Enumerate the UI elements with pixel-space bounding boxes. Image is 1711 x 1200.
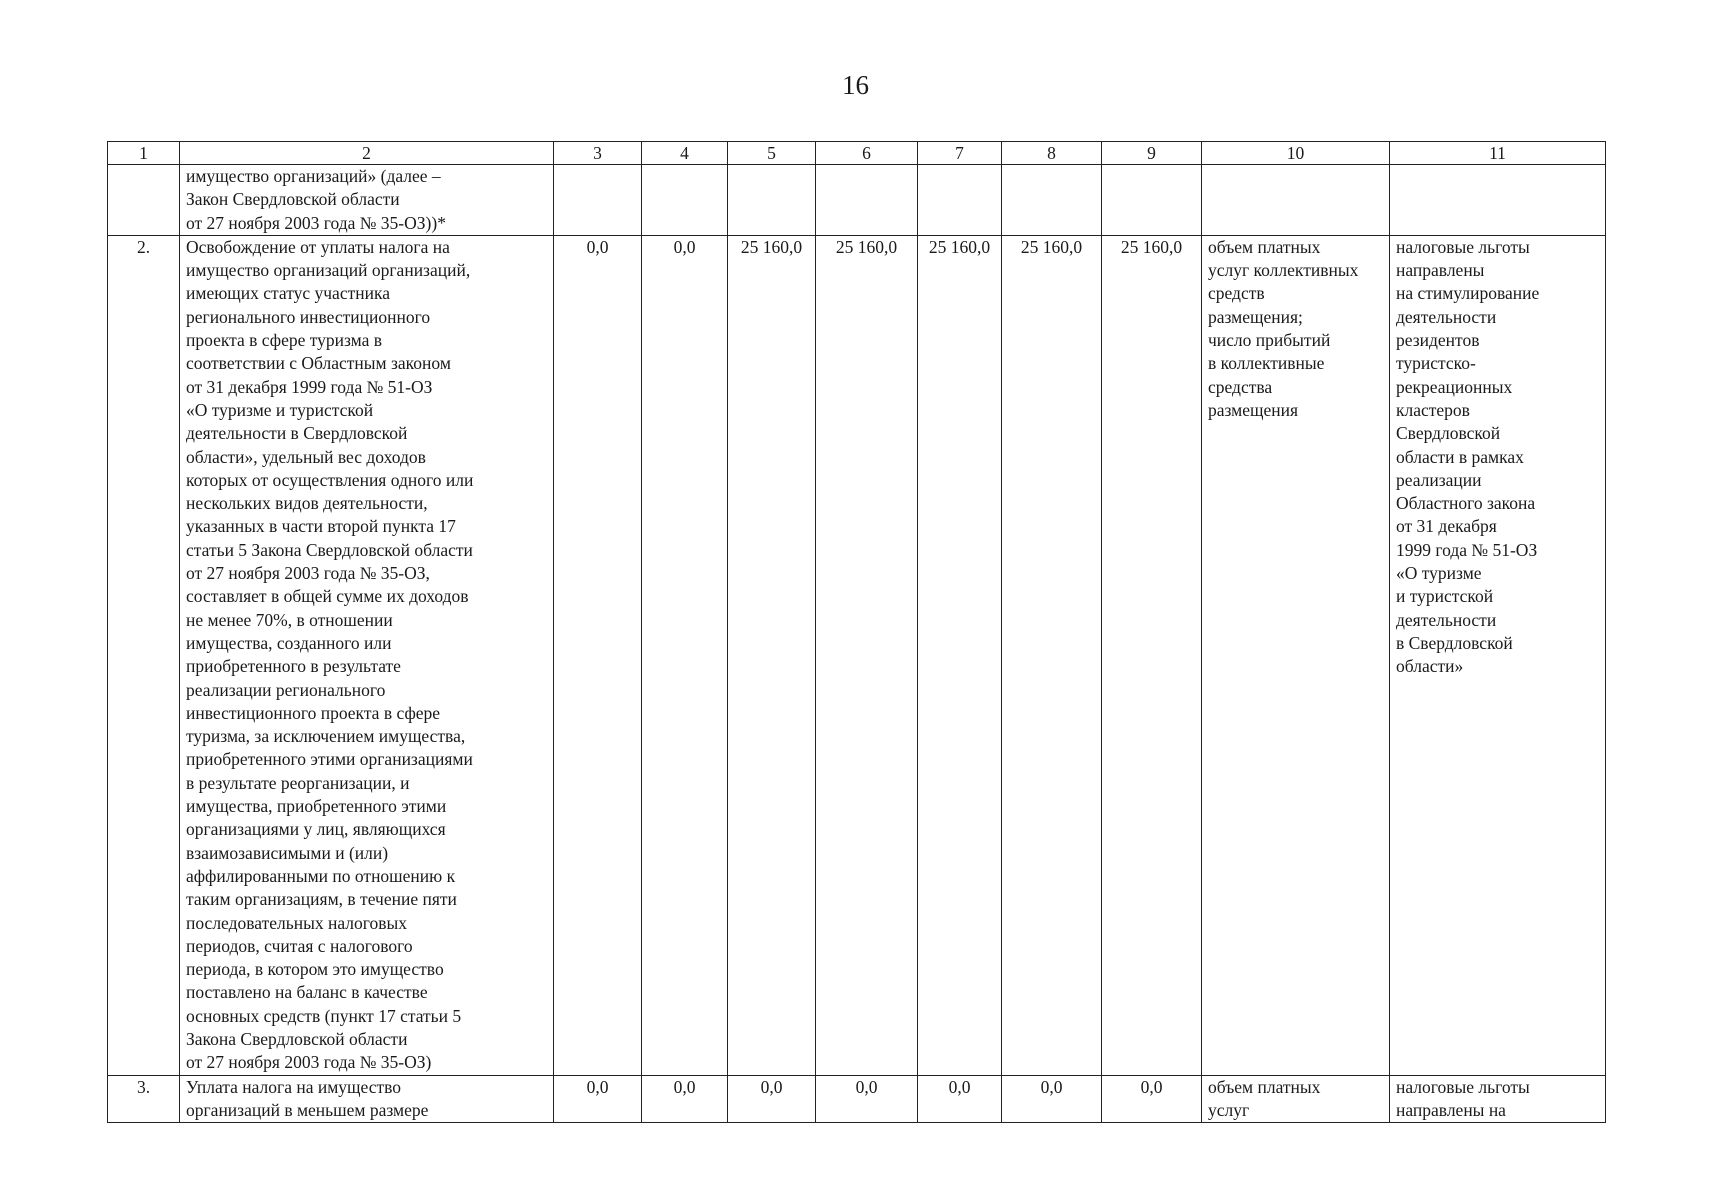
tax-benefits-table bbox=[107, 141, 1606, 1123]
purpose-line: и туристской bbox=[1396, 586, 1494, 607]
purpose-line: Областного закона bbox=[1396, 493, 1536, 514]
column-header: 10 bbox=[1202, 142, 1390, 165]
indicator-line: услуг bbox=[1208, 1099, 1250, 1120]
description-cell bbox=[180, 1075, 554, 1123]
column-header: 8 bbox=[1002, 142, 1102, 165]
column-header: 7 bbox=[918, 142, 1002, 165]
description-line: от 27 ноября 2003 года № 35-ОЗ) bbox=[186, 1052, 432, 1073]
purpose-line: рекреационных bbox=[1396, 376, 1513, 397]
column-header: 11 bbox=[1390, 142, 1606, 165]
table-row-continuation bbox=[108, 165, 1606, 236]
description-line: основных средств (пункт 17 статьи 5 bbox=[186, 1005, 462, 1026]
description-line: имущества, созданного или bbox=[186, 632, 392, 653]
description-line: таким организациям, в течение пяти bbox=[186, 889, 457, 910]
description-line: организаций в меньшем размере bbox=[186, 1099, 429, 1120]
description-line: туризма, за исключением имущества, bbox=[186, 726, 466, 747]
indicator-line: объем платных bbox=[1208, 236, 1321, 257]
description-line: деятельности в Свердловской bbox=[186, 423, 408, 444]
indicator-line: размещения bbox=[1208, 399, 1299, 420]
purpose-line: направлены на bbox=[1396, 1099, 1506, 1120]
description-line: составляет в общей сумме их доходов bbox=[186, 586, 469, 607]
value-cell bbox=[816, 165, 918, 236]
column-header: 6 bbox=[816, 142, 918, 165]
purpose-line: в Свердловской bbox=[1396, 632, 1513, 653]
purpose-line: Свердловской bbox=[1396, 423, 1501, 444]
purpose-cell bbox=[1390, 235, 1606, 1075]
description-line: указанных в части второй пункта 17 bbox=[186, 516, 456, 537]
value-cell: 25 160,0 bbox=[816, 235, 918, 1075]
description-line: имущества, приобретенного этими bbox=[186, 796, 447, 817]
description-line: имущество организаций» (далее – bbox=[186, 166, 441, 186]
value-cell bbox=[1002, 165, 1102, 236]
column-header: 2 bbox=[180, 142, 554, 165]
description-line: соответствии с Областным законом bbox=[186, 353, 451, 374]
indicator-line: размещения; bbox=[1208, 306, 1303, 327]
row-number: 3. bbox=[108, 1075, 180, 1123]
value-cell bbox=[1102, 165, 1202, 236]
value-cell: 0,0 bbox=[1002, 1075, 1102, 1123]
description-line: взаимозависимыми и (или) bbox=[186, 842, 389, 863]
description-line: от 27 ноября 2003 года № 35-ОЗ))* bbox=[186, 212, 446, 233]
description-line: реализации регионального bbox=[186, 679, 386, 700]
column-header: 3 bbox=[554, 142, 642, 165]
indicator-line: число прибытий bbox=[1208, 330, 1331, 351]
value-cell: 25 160,0 bbox=[918, 235, 1002, 1075]
description-line: проекта в сфере туризма в bbox=[186, 330, 383, 351]
column-header: 5 bbox=[728, 142, 816, 165]
description-line: аффилированными по отношению к bbox=[186, 865, 456, 886]
description-line: «О туризме и туристской bbox=[186, 399, 374, 420]
indicator-line: средства bbox=[1208, 376, 1273, 397]
purpose-line: кластеров bbox=[1396, 399, 1470, 420]
description-line: периода, в котором это имущество bbox=[186, 959, 444, 980]
purpose-line: туристско- bbox=[1396, 353, 1476, 374]
description-line: которых от осуществления одного или bbox=[186, 469, 474, 490]
table-row bbox=[108, 235, 1606, 1075]
value-cell: 25 160,0 bbox=[1002, 235, 1102, 1075]
value-cell: 0,0 bbox=[642, 235, 728, 1075]
indicator-line: услуг коллективных bbox=[1208, 260, 1359, 281]
purpose-line: деятельности bbox=[1396, 609, 1497, 630]
description-line: Освобождение от уплаты налога на bbox=[186, 236, 450, 257]
description-line: Закона Свердловской области bbox=[186, 1028, 408, 1049]
description-line: статьи 5 Закона Свердловской области bbox=[186, 539, 473, 560]
purpose-cell bbox=[1390, 1075, 1606, 1123]
value-cell bbox=[642, 165, 728, 236]
column-header: 4 bbox=[642, 142, 728, 165]
indicator-line: средств bbox=[1208, 283, 1265, 304]
description-line: в результате реорганизации, и bbox=[186, 772, 410, 793]
purpose-line: на стимулирование bbox=[1396, 283, 1540, 304]
description-line: регионального инвестиционного bbox=[186, 306, 431, 327]
indicator-cell bbox=[1202, 165, 1390, 236]
value-cell bbox=[918, 165, 1002, 236]
column-header: 1 bbox=[108, 142, 180, 165]
purpose-line: резидентов bbox=[1396, 330, 1480, 351]
purpose-cell bbox=[1390, 165, 1606, 236]
value-cell: 0,0 bbox=[918, 1075, 1002, 1123]
row-number-cell bbox=[108, 165, 180, 236]
purpose-line: направлены bbox=[1396, 260, 1485, 281]
indicator-cell bbox=[1202, 235, 1390, 1075]
description-line: области», удельный вес доходов bbox=[186, 446, 426, 467]
description-line: инвестиционного проекта в сфере bbox=[186, 702, 441, 723]
description-line: имеющих статус участника bbox=[186, 283, 390, 304]
value-cell: 25 160,0 bbox=[1102, 235, 1202, 1075]
table-row bbox=[108, 1075, 1606, 1123]
purpose-line: реализации bbox=[1396, 469, 1482, 490]
description-line: от 31 декабря 1999 года № 51-ОЗ bbox=[186, 376, 433, 397]
indicator-cell bbox=[1202, 1075, 1390, 1123]
value-cell: 0,0 bbox=[728, 1075, 816, 1123]
value-cell bbox=[728, 165, 816, 236]
value-cell: 0,0 bbox=[816, 1075, 918, 1123]
value-cell: 0,0 bbox=[554, 235, 642, 1075]
description-line: приобретенного в результате bbox=[186, 656, 401, 677]
purpose-line: области» bbox=[1396, 656, 1464, 677]
purpose-line: области в рамках bbox=[1396, 446, 1524, 467]
description-cell bbox=[180, 235, 554, 1075]
value-cell: 0,0 bbox=[554, 1075, 642, 1123]
purpose-line: 1999 года № 51-ОЗ bbox=[1396, 539, 1538, 560]
purpose-line: «О туризме bbox=[1396, 563, 1482, 584]
page-number: 16 bbox=[842, 70, 869, 100]
description-line: от 27 ноября 2003 года № 35-ОЗ, bbox=[186, 563, 430, 584]
column-header: 9 bbox=[1102, 142, 1202, 165]
description-line: последовательных налоговых bbox=[186, 912, 407, 933]
description-line: приобретенного этими организациями bbox=[186, 749, 473, 770]
row-number: 2. bbox=[108, 235, 180, 1075]
value-cell: 25 160,0 bbox=[728, 235, 816, 1075]
description-line: нескольких видов деятельности, bbox=[186, 493, 428, 514]
purpose-line: налоговые льготы bbox=[1396, 1076, 1530, 1097]
value-cell bbox=[554, 165, 642, 236]
description-line: периодов, считая с налогового bbox=[186, 935, 413, 956]
indicator-line: в коллективные bbox=[1208, 353, 1325, 374]
value-cell: 0,0 bbox=[642, 1075, 728, 1123]
indicator-line: объем платных bbox=[1208, 1076, 1321, 1097]
description-line: поставлено на баланс в качестве bbox=[186, 982, 428, 1003]
description-cell bbox=[180, 165, 554, 236]
purpose-line: налоговые льготы bbox=[1396, 236, 1530, 257]
description-line: Закон Свердловской области bbox=[186, 189, 400, 210]
description-line: имущество организаций организаций, bbox=[186, 260, 471, 281]
value-cell: 0,0 bbox=[1102, 1075, 1202, 1123]
description-line: Уплата налога на имущество bbox=[186, 1076, 402, 1097]
purpose-line: деятельности bbox=[1396, 306, 1497, 327]
description-line: организациями у лиц, являющихся bbox=[186, 819, 446, 840]
description-line: не менее 70%, в отношении bbox=[186, 609, 393, 630]
purpose-line: от 31 декабря bbox=[1396, 516, 1497, 537]
column-header-row bbox=[108, 142, 1606, 165]
